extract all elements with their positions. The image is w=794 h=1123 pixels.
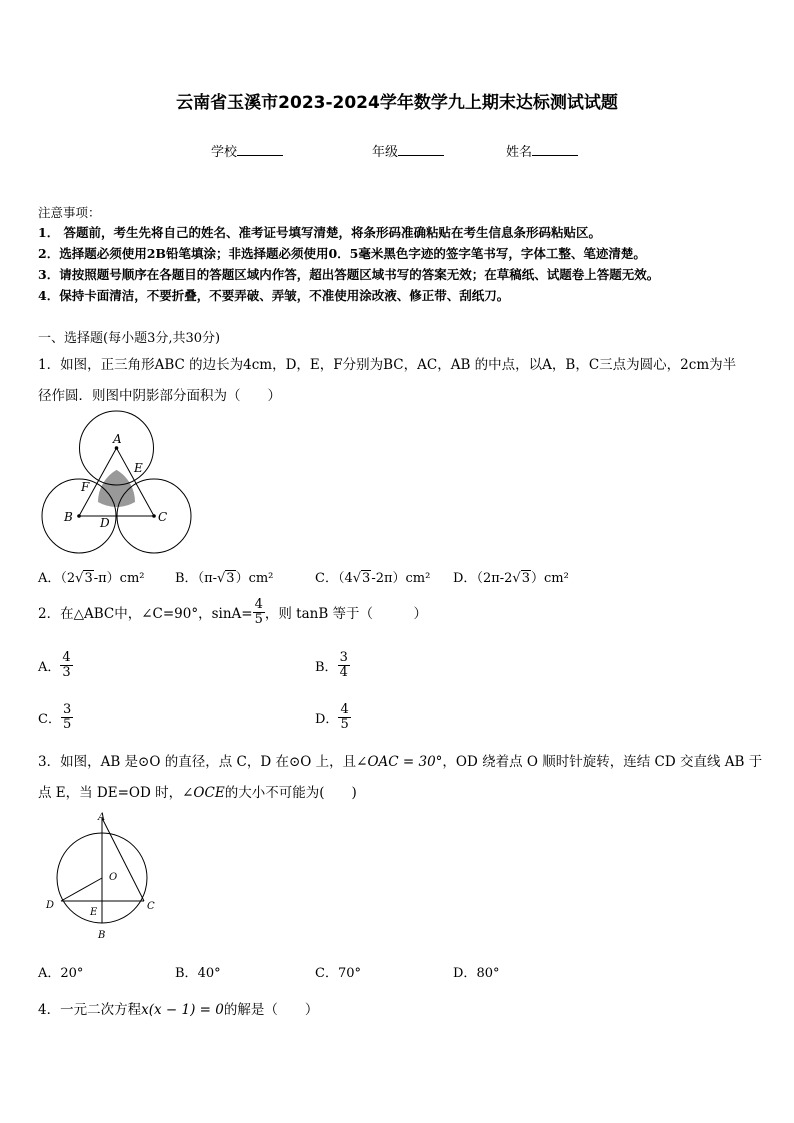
label-b: B — [98, 930, 106, 941]
page-title: 云南省玉溪市2023-2024学年数学九上期末达标测试试题 — [176, 93, 618, 113]
name-blank — [532, 143, 578, 156]
q2-text: 2．在△ABC中，∠C=90°，sinA= $\frac{4}{5}$ ，则 tanB 等于（ ） — [38, 597, 428, 627]
grade-blank — [398, 143, 444, 156]
q2-option-b[interactable]: B． $\frac{3}{4}$ — [315, 650, 348, 680]
segment-ac — [102, 818, 144, 901]
name-field — [506, 141, 578, 160]
q3-option-d[interactable]: D．80° — [453, 966, 500, 981]
label-o: O — [109, 872, 118, 883]
grade-label: 年级 — [372, 145, 399, 160]
segment-od — [61, 878, 102, 901]
q2-fraction: $\frac{4}{5}$ — [254, 597, 263, 627]
label-a: A — [98, 812, 106, 823]
q1-figure — [36, 408, 196, 558]
q1-option-c[interactable]: C．（4√3-2π）cm² — [315, 571, 431, 586]
q3-option-c[interactable]: C．70° — [315, 966, 361, 981]
label-d: D — [100, 516, 110, 530]
q2-option-a[interactable]: A． $\frac{4}{3}$ — [38, 650, 71, 680]
school-field — [211, 141, 283, 160]
school-label: 学校 — [211, 145, 238, 160]
school-blank — [237, 143, 283, 156]
q3-option-b[interactable]: B．40° — [175, 966, 221, 981]
name-label: 姓名 — [506, 145, 533, 160]
q2-option-d[interactable]: D． $\frac{4}{5}$ — [315, 702, 349, 732]
q1-option-d[interactable]: D．（2π-2√3）cm² — [453, 571, 569, 586]
label-c: C — [158, 510, 168, 524]
q3-option-a[interactable]: A．20° — [38, 966, 84, 981]
q1-text-line1: 1．如图，正三角形ABC 的边长为4cm，D，E，F分别为BC，AC，AB 的中点，以A，B，C三点为圆心，2cm为半 — [38, 357, 737, 373]
q4-text: 4．一元二次方程x(x − 1) = 0的解是（ ） — [38, 1002, 319, 1018]
point-c — [152, 514, 156, 518]
notice-item: 1． 答题前，考生先将自己的姓名、准考证号填写清楚，将条形码准确粘贴在考生信息条形码粘贴区。 — [38, 225, 602, 240]
point-b — [77, 514, 81, 518]
q1-text-line2: 径作圆．则图中阴影部分面积为（ ） — [38, 388, 281, 404]
q3-text-line1: 3．如图，AB 是⊙O 的直径，点 C，D 在⊙O 上，且∠OAC = 30°，OD 绕着点 O 顺时针旋转，连结 CD 交直线 AB 于 — [38, 754, 763, 770]
label-e: E — [134, 461, 143, 475]
q1-option-b[interactable]: B．（π-√3）cm² — [175, 571, 274, 586]
point-a — [115, 446, 119, 450]
q1-option-a[interactable]: A．（2√3-π）cm² — [38, 571, 145, 586]
q3-figure — [40, 808, 170, 943]
label-f: F — [81, 480, 90, 494]
q3-text-line2: 点 E，当 DE=OD 时，∠OCE的大小不可能为( ) — [38, 785, 357, 801]
notice-item: 3．请按照题号顺序在各题目的答题区域内作答，超出答题区域书写的答案无效；在草稿纸、试题卷上答题无效。 — [38, 267, 660, 282]
notice-item: 4．保持卡面清洁，不要折叠，不要弄破、弄皱，不准使用涂改液、修正带、刮纸刀。 — [38, 288, 510, 303]
notice-heading: 注意事项： — [38, 205, 101, 220]
label-a: A — [113, 432, 122, 446]
label-c: C — [147, 901, 155, 912]
grade-field — [372, 141, 444, 160]
section-heading: 一、选择题(每小题3分,共30分) — [38, 331, 221, 346]
notice-item: 2．选择题必须使用2B铅笔填涂；非选择题必须使用0．5毫米黑色字迹的签字笔书写，字体工整、笔迹清楚。 — [38, 246, 646, 261]
label-d: D — [46, 900, 55, 911]
label-b: B — [64, 510, 73, 524]
label-e: E — [90, 907, 98, 918]
q2-option-c[interactable]: C． $\frac{3}{5}$ — [38, 702, 72, 732]
